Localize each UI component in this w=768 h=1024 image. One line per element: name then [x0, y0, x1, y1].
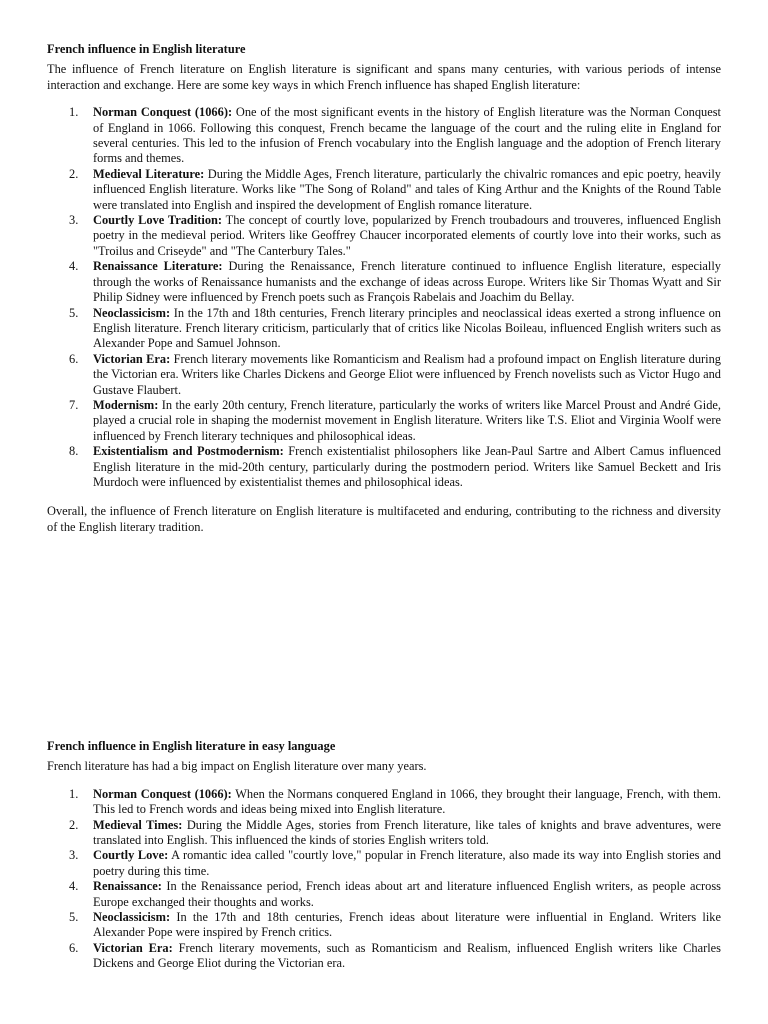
list-item: [47, 818, 721, 849]
item-text: In the early 20th century, French literature, particularly the works of writers like Marcel Proust and André Gide, played a crucial role in shaping the modernist movement in English literature. Writers like T.S. Eliot and Virginia Woolf were influenced by French literary techniques and philosophical ideas.: [93, 397, 721, 443]
list-item: [47, 105, 721, 167]
section-title: French influence in English literature: [47, 42, 246, 56]
item-number: 1.: [69, 786, 79, 801]
item-number: 3.: [69, 213, 79, 228]
item-text: During the Middle Ages, stories from French literature, like tales of knights and brave adventures, were translated into English. This influenced the kinds of stories English writers told.: [93, 817, 721, 848]
item-text: One of the most significant events in the history of English literature was the Norman Conquest of England in 1066. Following this conquest, French became the language of the court and the ruling elite in England for several centuries. This led to the infusion of French vocabulary into the English language and the adoption of French literary forms and themes.: [93, 105, 722, 166]
item-text: French existentialist philosophers like Jean-Paul Sartre and Albert Camus influenced English literature in the mid-20th century, particularly during the postmodern period. Writers like Samuel Beckett and Iris Murdoch were influenced by existentialist themes and philosophical ideas.: [93, 444, 721, 489]
item-term: Renaissance Literature:: [93, 259, 223, 274]
intro-paragraph: French literature has had a big impact on English literature over many years.: [47, 759, 427, 774]
list-item: [47, 213, 721, 259]
section-main: [47, 40, 721, 535]
influence-list: [47, 105, 721, 490]
item-number: 2.: [69, 166, 79, 181]
item-number: 5.: [69, 910, 79, 925]
item-term: Existentialism and Postmodernism:: [93, 444, 284, 459]
list-item: [47, 398, 721, 444]
item-number: 5.: [69, 305, 79, 320]
item-term: Courtly Love:: [93, 848, 169, 863]
list-item: [47, 259, 721, 305]
item-number: 7.: [69, 397, 79, 412]
list-item: [47, 941, 721, 972]
item-number: 8.: [69, 444, 79, 459]
list-item: [47, 910, 721, 941]
item-text: The concept of courtly love, popularized by French troubadours and trouveres, influenced English poetry in the medieval period. Writers like Geoffrey Chaucer incorporated elements of courtly love into their works, such as "Troilus and Criseyde" and "The Canterbury Tales.": [93, 213, 721, 258]
list-item: [47, 787, 721, 818]
item-number: 4.: [69, 879, 79, 894]
section-easy: [47, 737, 721, 972]
intro-paragraph: The influence of French literature on English literature is significant and spans many centuries, with various periods of intense interaction and exchange. Here are some key ways in which French influence has shaped English literature:: [47, 62, 721, 92]
item-term: Neoclassicism:: [93, 910, 171, 925]
item-text: During the Middle Ages, French literature, particularly the chivalric romances and epic poetry, heavily influenced English literature. Works like "The Song of Roland" and tales of King Arthur and the Knights of the Round Table were translated into English and inspired the development of English romance literature.: [93, 166, 721, 212]
item-term: Courtly Love Tradition:: [93, 213, 223, 228]
item-text: French literary movements like Romanticism and Realism had a profound impact on English literature during the Victorian era. Writers like Charles Dickens and George Eliot were influenced by French novelists such as Victor Hugo and Gustave Flaubert.: [93, 351, 721, 397]
item-term: Victorian Era:: [93, 940, 173, 955]
item-text: In the 17th and 18th centuries, French literary principles and neoclassical ideas exerted a strong influence on English literature. French literary criticism, particularly that of critics like Nicolas Boileau, influenced English writers such as Alexander Pope and Samuel Johnson.: [93, 305, 721, 351]
item-term: Neoclassicism:: [93, 305, 171, 320]
item-term: Medieval Times:: [93, 817, 183, 832]
item-term: Victorian Era:: [93, 351, 171, 366]
list-item: [47, 167, 721, 213]
item-term: Norman Conquest (1066):: [93, 786, 232, 801]
item-text: In the Renaissance period, French ideas about art and literature influenced English writers, as people across Europe exchanged their thoughts and works.: [93, 879, 721, 909]
list-item: [47, 879, 721, 910]
item-number: 1.: [69, 105, 79, 120]
influence-list: [47, 787, 721, 972]
item-term: Modernism:: [93, 397, 159, 412]
item-number: 3.: [69, 848, 79, 863]
item-text: During the Renaissance, French literature continued to influence English literature, especially through the works of Renaissance humanists and the exchange of ideas across Europe. Writers like Sir Thomas Wyatt and Sir Philip Sidney were influenced by French poets such as François Rabelais and Joachim du Bellay.: [93, 259, 721, 305]
list-item: [47, 848, 721, 879]
item-number: 2.: [69, 817, 79, 832]
item-text: French literary movements, such as Romanticism and Realism, influenced English writers like Charles Dickens and George Eliot during the Victorian era.: [93, 940, 721, 971]
item-text: When the Normans conquered England in 1066, they brought their language, French, with them. This led to French words and ideas being mixed into English literature.: [93, 786, 722, 817]
list-item: [47, 444, 721, 490]
item-text: In the 17th and 18th centuries, French ideas about literature were influential in England. Writers like Alexander Pope were inspired by French critics.: [93, 910, 721, 940]
item-term: Norman Conquest (1066):: [93, 105, 233, 120]
item-number: 6.: [69, 940, 79, 955]
item-term: Renaissance:: [93, 879, 162, 894]
item-text: A romantic idea called "courtly love," popular in French literature, also made its way into English stories and poetry during this time.: [93, 848, 721, 878]
list-item: [47, 306, 721, 352]
list-item: [47, 352, 721, 398]
item-number: 4.: [69, 259, 79, 274]
item-number: 6.: [69, 351, 79, 366]
closing-paragraph: Overall, the influence of French literature on English literature is multifaceted and enduring, contributing to the richness and diversity of the English literary tradition.: [47, 504, 721, 534]
item-term: Medieval Literature:: [93, 166, 205, 181]
section-title: French influence in English literature in easy language: [47, 739, 336, 753]
